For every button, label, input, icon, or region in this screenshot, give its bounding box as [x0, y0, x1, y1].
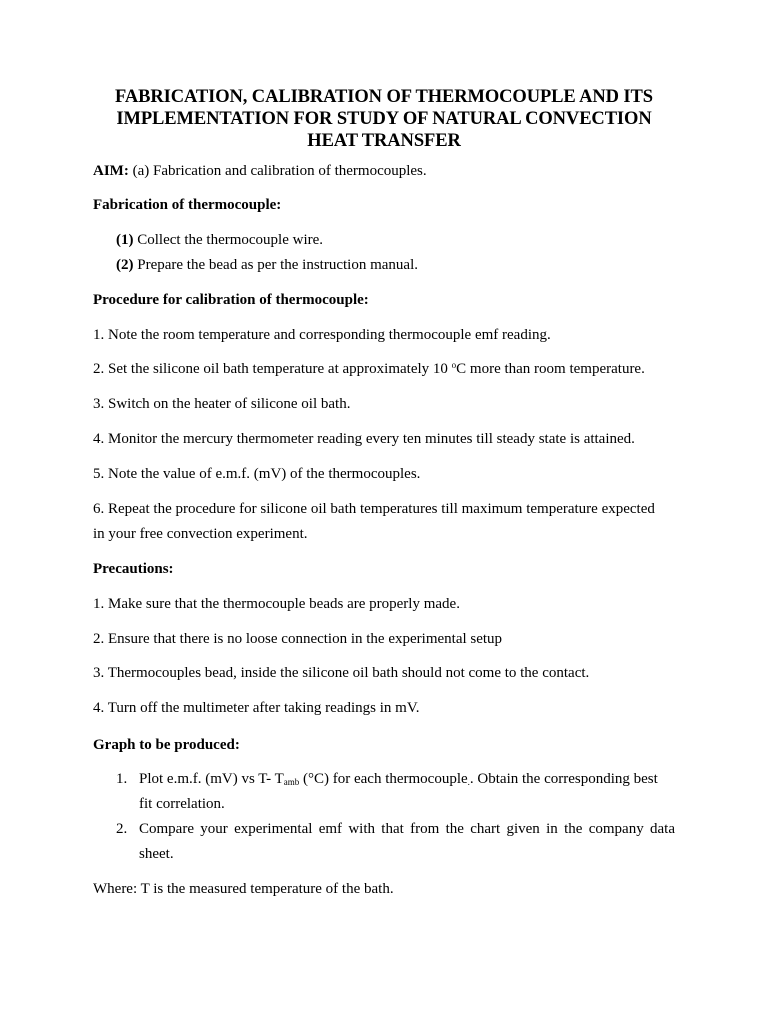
- degree-superscript: o: [451, 360, 457, 370]
- procedure-step-6-line-1: 6. Repeat the procedure for silicone oil bath temperatures till maximum temperature expected: [93, 501, 655, 517]
- fabrication-item-2-number: (2): [116, 257, 134, 273]
- procedure-step-3: 3. Switch on the heater of silicone oil bath.: [93, 396, 351, 412]
- aim-label: AIM:: [93, 163, 129, 179]
- graph-item-1-text-end: . Obtain the corresponding best: [469, 771, 658, 787]
- procedure-heading: Procedure for calibration of thermocouple:: [93, 292, 369, 308]
- amb-subscript: amb: [283, 777, 300, 787]
- precaution-item-3: 3. Thermocouples bead, inside the silicone oil bath should not come to the contact.: [93, 665, 590, 681]
- precaution-item-1: 1. Make sure that the thermocouple beads are properly made.: [93, 596, 460, 612]
- procedure-step-2-text-start: 2. Set the silicone oil bath temperature at approximately 10: [93, 361, 452, 377]
- procedure-step-2: [93, 360, 645, 378]
- aim-text: (a) Fabrication and calibration of thermocouples.: [132, 163, 427, 179]
- precaution-item-4: 4. Turn off the multimeter after taking readings in mV.: [93, 700, 420, 716]
- graph-heading: Graph to be produced:: [93, 737, 240, 753]
- procedure-step-4: 4. Monitor the mercury thermometer reading every ten minutes till steady state is attained.: [93, 431, 635, 447]
- fabrication-item-2-text: Prepare the bead as per the instruction manual.: [137, 257, 418, 273]
- procedure-step-2-text-end: C more than room temperature.: [456, 361, 645, 377]
- graph-item-1-number: 1.: [116, 771, 128, 787]
- aim-line: [93, 162, 427, 180]
- stray-subscript-mark: .: [467, 777, 470, 787]
- fabrication-item-1: [116, 231, 323, 249]
- precautions-heading: Precautions:: [93, 561, 174, 577]
- precaution-item-2: 2. Ensure that there is no loose connection in the experimental setup: [93, 631, 503, 647]
- procedure-step-6-line-2: in your free convection experiment.: [93, 526, 308, 542]
- fabrication-item-1-text: Collect the thermocouple wire.: [137, 232, 324, 248]
- document-title: FABRICATION, CALIBRATION OF THERMOCOUPLE AND ITS IMPLEMENTATION FOR STUDY OF NATURAL CONVECTION HEAT TRANSFER: [115, 87, 653, 151]
- graph-item-1-text-start: Plot e.m.f. (mV) vs T- T: [139, 771, 284, 787]
- graph-item-2-number: 2.: [116, 821, 128, 837]
- graph-item-1-line-2: fit correlation.: [139, 796, 225, 812]
- fabrication-heading: Fabrication of thermocouple:: [93, 197, 282, 213]
- graph-item-1-text-middle: (°C) for each thermocouple: [299, 771, 468, 787]
- procedure-step-5: 5. Note the value of e.m.f. (mV) of the thermocouples.: [93, 466, 421, 482]
- fabrication-item-1-number: (1): [116, 232, 134, 248]
- graph-item-2-text: Compare your experimental emf with that from the chart given in the company data sheet.: [139, 821, 675, 862]
- fabrication-item-2: [116, 256, 418, 274]
- where-note: Where: T is the measured temperature of the bath.: [93, 881, 394, 897]
- procedure-step-1: 1. Note the room temperature and corresponding thermocouple emf reading.: [93, 327, 551, 343]
- graph-item-1-line-1: [139, 770, 658, 788]
